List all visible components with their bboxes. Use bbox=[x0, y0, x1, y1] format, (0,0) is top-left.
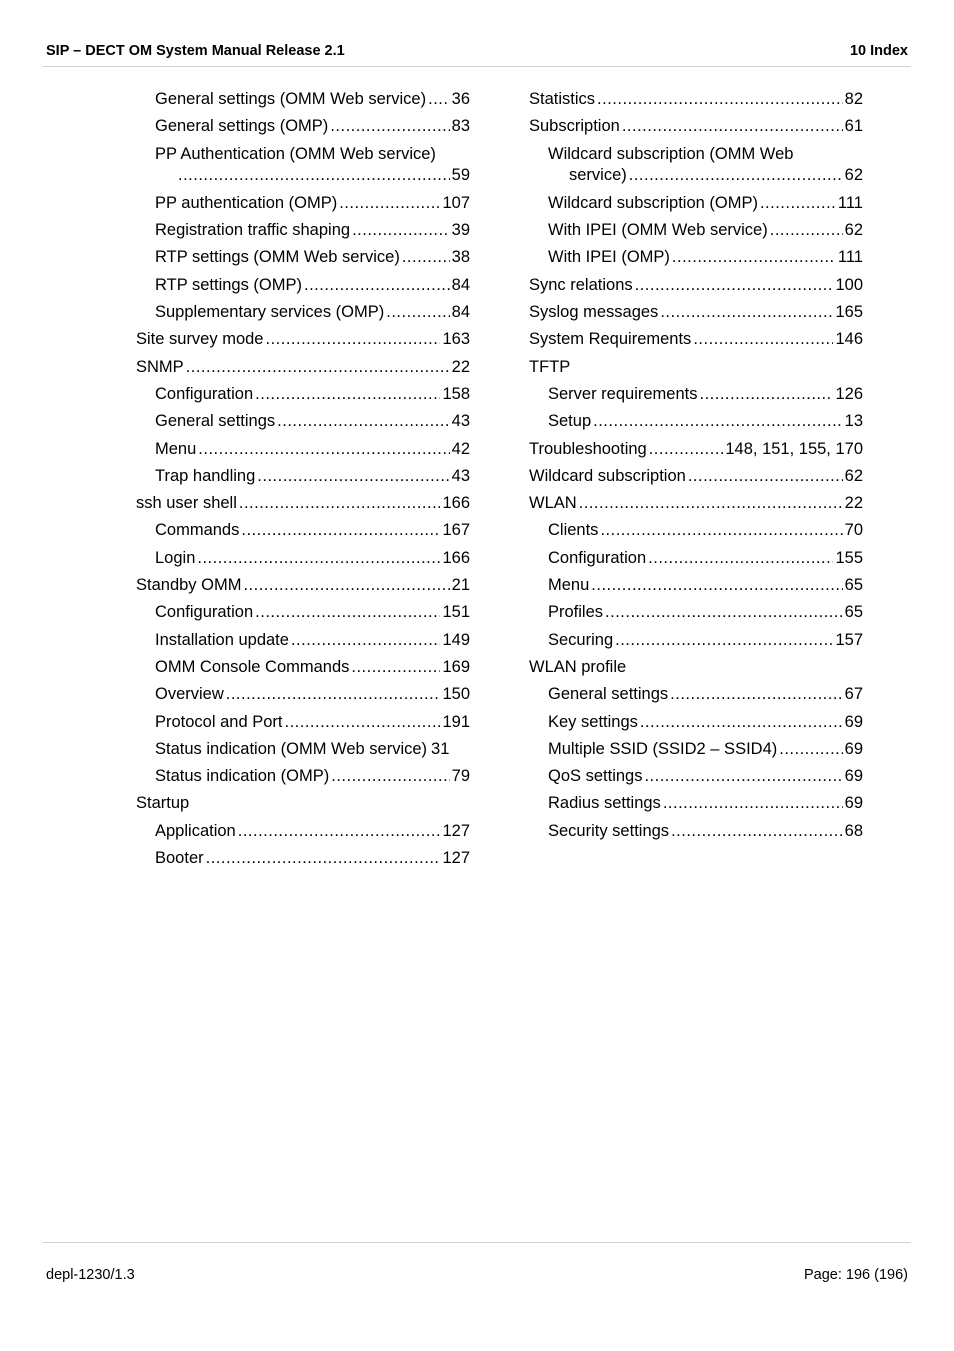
index-entry[interactable]: Booter ..... 127 bbox=[136, 845, 470, 872]
index-entry-heading[interactable]: WLAN profile bbox=[529, 657, 627, 676]
index-entry[interactable]: Trap handling ..... 43 bbox=[136, 463, 470, 490]
index-entry[interactable]: General settings ..... 43 bbox=[136, 408, 470, 435]
index-entry[interactable]: Installation update ..... 149 bbox=[136, 627, 470, 654]
index-entry[interactable]: Key settings ..... 69 bbox=[529, 709, 863, 736]
index-entry[interactable]: Clients ..... 70 bbox=[529, 517, 863, 544]
index-entry[interactable]: Commands ..... 167 bbox=[136, 517, 470, 544]
index-entry[interactable]: With IPEI (OMP) ..... 111 bbox=[529, 244, 863, 271]
index-entry[interactable]: General settings (OMP) ..... 83 bbox=[136, 113, 470, 140]
running-header-section: 10 Index bbox=[849, 43, 908, 59]
index-entry[interactable]: Sync relations ..... 100 bbox=[529, 272, 863, 299]
index-entry[interactable]: Status indication (OMP) ..... 79 bbox=[136, 763, 470, 790]
index-entry[interactable]: Login ..... 166 bbox=[136, 545, 470, 572]
index-entry[interactable]: Radius settings ..... 69 bbox=[529, 790, 863, 817]
index-entry[interactable]: Configuration ..... 151 bbox=[136, 599, 470, 626]
index-column-right bbox=[529, 86, 863, 845]
index-entry[interactable]: Site survey mode ..... 163 bbox=[136, 326, 470, 353]
index-entry[interactable]: Menu ..... 65 bbox=[529, 572, 863, 599]
running-header-title: SIP – DECT OM System Manual Release 2.1 bbox=[46, 43, 345, 59]
index-entry[interactable]: Menu ..... 42 bbox=[136, 436, 470, 463]
index-entry[interactable]: Configuration ..... 155 bbox=[529, 545, 863, 572]
index-entry[interactable]: General settings (OMM Web service) ..... 36 bbox=[136, 86, 470, 113]
index-entry[interactable]: Security settings ..... 68 bbox=[529, 818, 863, 845]
index-entry[interactable]: Registration traffic shaping ..... 39 bbox=[136, 217, 470, 244]
index-entry[interactable]: WLAN ..... 22 bbox=[529, 490, 863, 517]
index-entry[interactable]: Application ..... 127 bbox=[136, 818, 470, 845]
footer-divider bbox=[43, 1242, 911, 1243]
index-entry[interactable]: RTP settings (OMP) ..... 84 bbox=[136, 272, 470, 299]
document-id: depl-1230/1.3 bbox=[46, 1267, 135, 1283]
index-entry[interactable]: Securing ..... 157 bbox=[529, 627, 863, 654]
index-entry[interactable]: Overview ..... 150 bbox=[136, 681, 470, 708]
index-entry[interactable]: Syslog messages ..... 165 bbox=[529, 299, 863, 326]
index-entry[interactable]: Statistics ..... 82 bbox=[529, 86, 863, 113]
index-entry[interactable]: SNMP ..... 22 bbox=[136, 354, 470, 381]
index-entry[interactable]: Troubleshooting ..... 148, 151, 155, 170 bbox=[529, 436, 863, 463]
index-entry[interactable]: Wildcard subscription (OMP) ..... 111 bbox=[529, 190, 863, 217]
index-entry[interactable]: Status indication (OMM Web service) 31 bbox=[155, 739, 450, 758]
index-entry[interactable]: Wildcard subscription ..... 62 bbox=[529, 463, 863, 490]
index-entry[interactable]: Supplementary services (OMP) ..... 84 bbox=[136, 299, 470, 326]
index-entry[interactable]: With IPEI (OMM Web service) ..... 62 bbox=[529, 217, 863, 244]
index-entry[interactable]: System Requirements ..... 146 bbox=[529, 326, 863, 353]
index-entry[interactable]: OMM Console Commands ..... 169 bbox=[136, 654, 470, 681]
index-entry-heading[interactable]: TFTP bbox=[529, 357, 571, 376]
index-column-left bbox=[136, 86, 470, 872]
index-entry[interactable]: ssh user shell ..... 166 bbox=[136, 490, 470, 517]
index-entry[interactable]: PP authentication (OMP) ..... 107 bbox=[136, 190, 470, 217]
index-entry[interactable]: Server requirements ..... 126 bbox=[529, 381, 863, 408]
index-entry[interactable]: Wildcard subscription (OMM Web service) ..... 62 bbox=[529, 141, 863, 186]
index-entry[interactable]: Profiles ..... 65 bbox=[529, 599, 863, 626]
header-divider bbox=[43, 66, 911, 67]
page-number: Page: 196 (196) bbox=[804, 1267, 908, 1283]
index-entry[interactable]: QoS settings ..... 69 bbox=[529, 763, 863, 790]
index-entry[interactable]: Subscription ..... 61 bbox=[529, 113, 863, 140]
index-entry[interactable]: Protocol and Port ..... 191 bbox=[136, 709, 470, 736]
index-entry[interactable]: Standby OMM ..... 21 bbox=[136, 572, 470, 599]
index-entry[interactable]: Configuration ..... 158 bbox=[136, 381, 470, 408]
index-entry[interactable]: PP Authentication (OMM Web service) ..... 59 bbox=[136, 141, 470, 186]
index-entry[interactable]: RTP settings (OMM Web service) ..... 38 bbox=[136, 244, 470, 271]
index-entry[interactable]: Multiple SSID (SSID2 – SSID4) ..... 69 bbox=[529, 736, 863, 763]
index-entry-heading[interactable]: Startup bbox=[136, 794, 190, 813]
index-entry[interactable]: Setup ..... 13 bbox=[529, 408, 863, 435]
index-entry[interactable]: General settings ..... 67 bbox=[529, 681, 863, 708]
